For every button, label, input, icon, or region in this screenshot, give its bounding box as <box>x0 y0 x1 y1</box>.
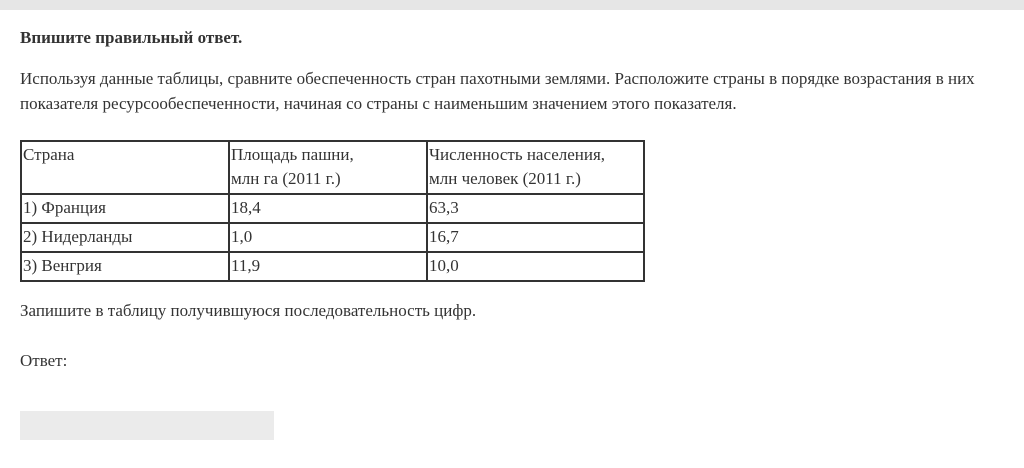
table-header-row <box>21 141 644 194</box>
table-row <box>21 252 644 281</box>
table-cell-country: 3) Венгрия <box>21 252 229 281</box>
table-cell-population: 10,0 <box>427 252 644 281</box>
header-area-line1: Площадь пашни, <box>231 145 354 164</box>
table-cell-area: 1,0 <box>229 223 427 252</box>
table-row <box>21 223 644 252</box>
table-cell-population: 16,7 <box>427 223 644 252</box>
header-population-line1: Численность населения, <box>429 145 606 164</box>
header-area <box>229 141 427 194</box>
table-cell-area: 18,4 <box>229 194 427 223</box>
answer-label: Ответ: <box>20 351 68 370</box>
data-table <box>20 140 645 282</box>
header-area-line2: млн га (2011 г.) <box>231 169 341 188</box>
header-population <box>427 141 644 194</box>
table-cell-country: 2) Нидерланды <box>21 223 229 252</box>
table-cell-country: 1) Франция <box>21 194 229 223</box>
table-row <box>21 194 644 223</box>
table-cell-population: 63,3 <box>427 194 644 223</box>
top-bar <box>0 0 1024 10</box>
answer-input[interactable] <box>20 411 274 440</box>
header-population-line2: млн человек (2011 г.) <box>429 169 581 188</box>
header-country <box>21 141 229 194</box>
task-instruction: Запишите в таблицу получившуюся последовательность цифр. <box>20 301 477 320</box>
header-country-label: Страна <box>23 145 75 164</box>
task-heading: Впишите правильный ответ. <box>20 28 243 47</box>
task-question: Используя данные таблицы, сравните обеспеченность стран пахотными землями. Расположите страны в порядке возрастания в них показателя ресурсообеспеченности, начиная со страны с наименьшим значением этого показателя. <box>20 69 975 113</box>
table-cell-area: 11,9 <box>229 252 427 281</box>
